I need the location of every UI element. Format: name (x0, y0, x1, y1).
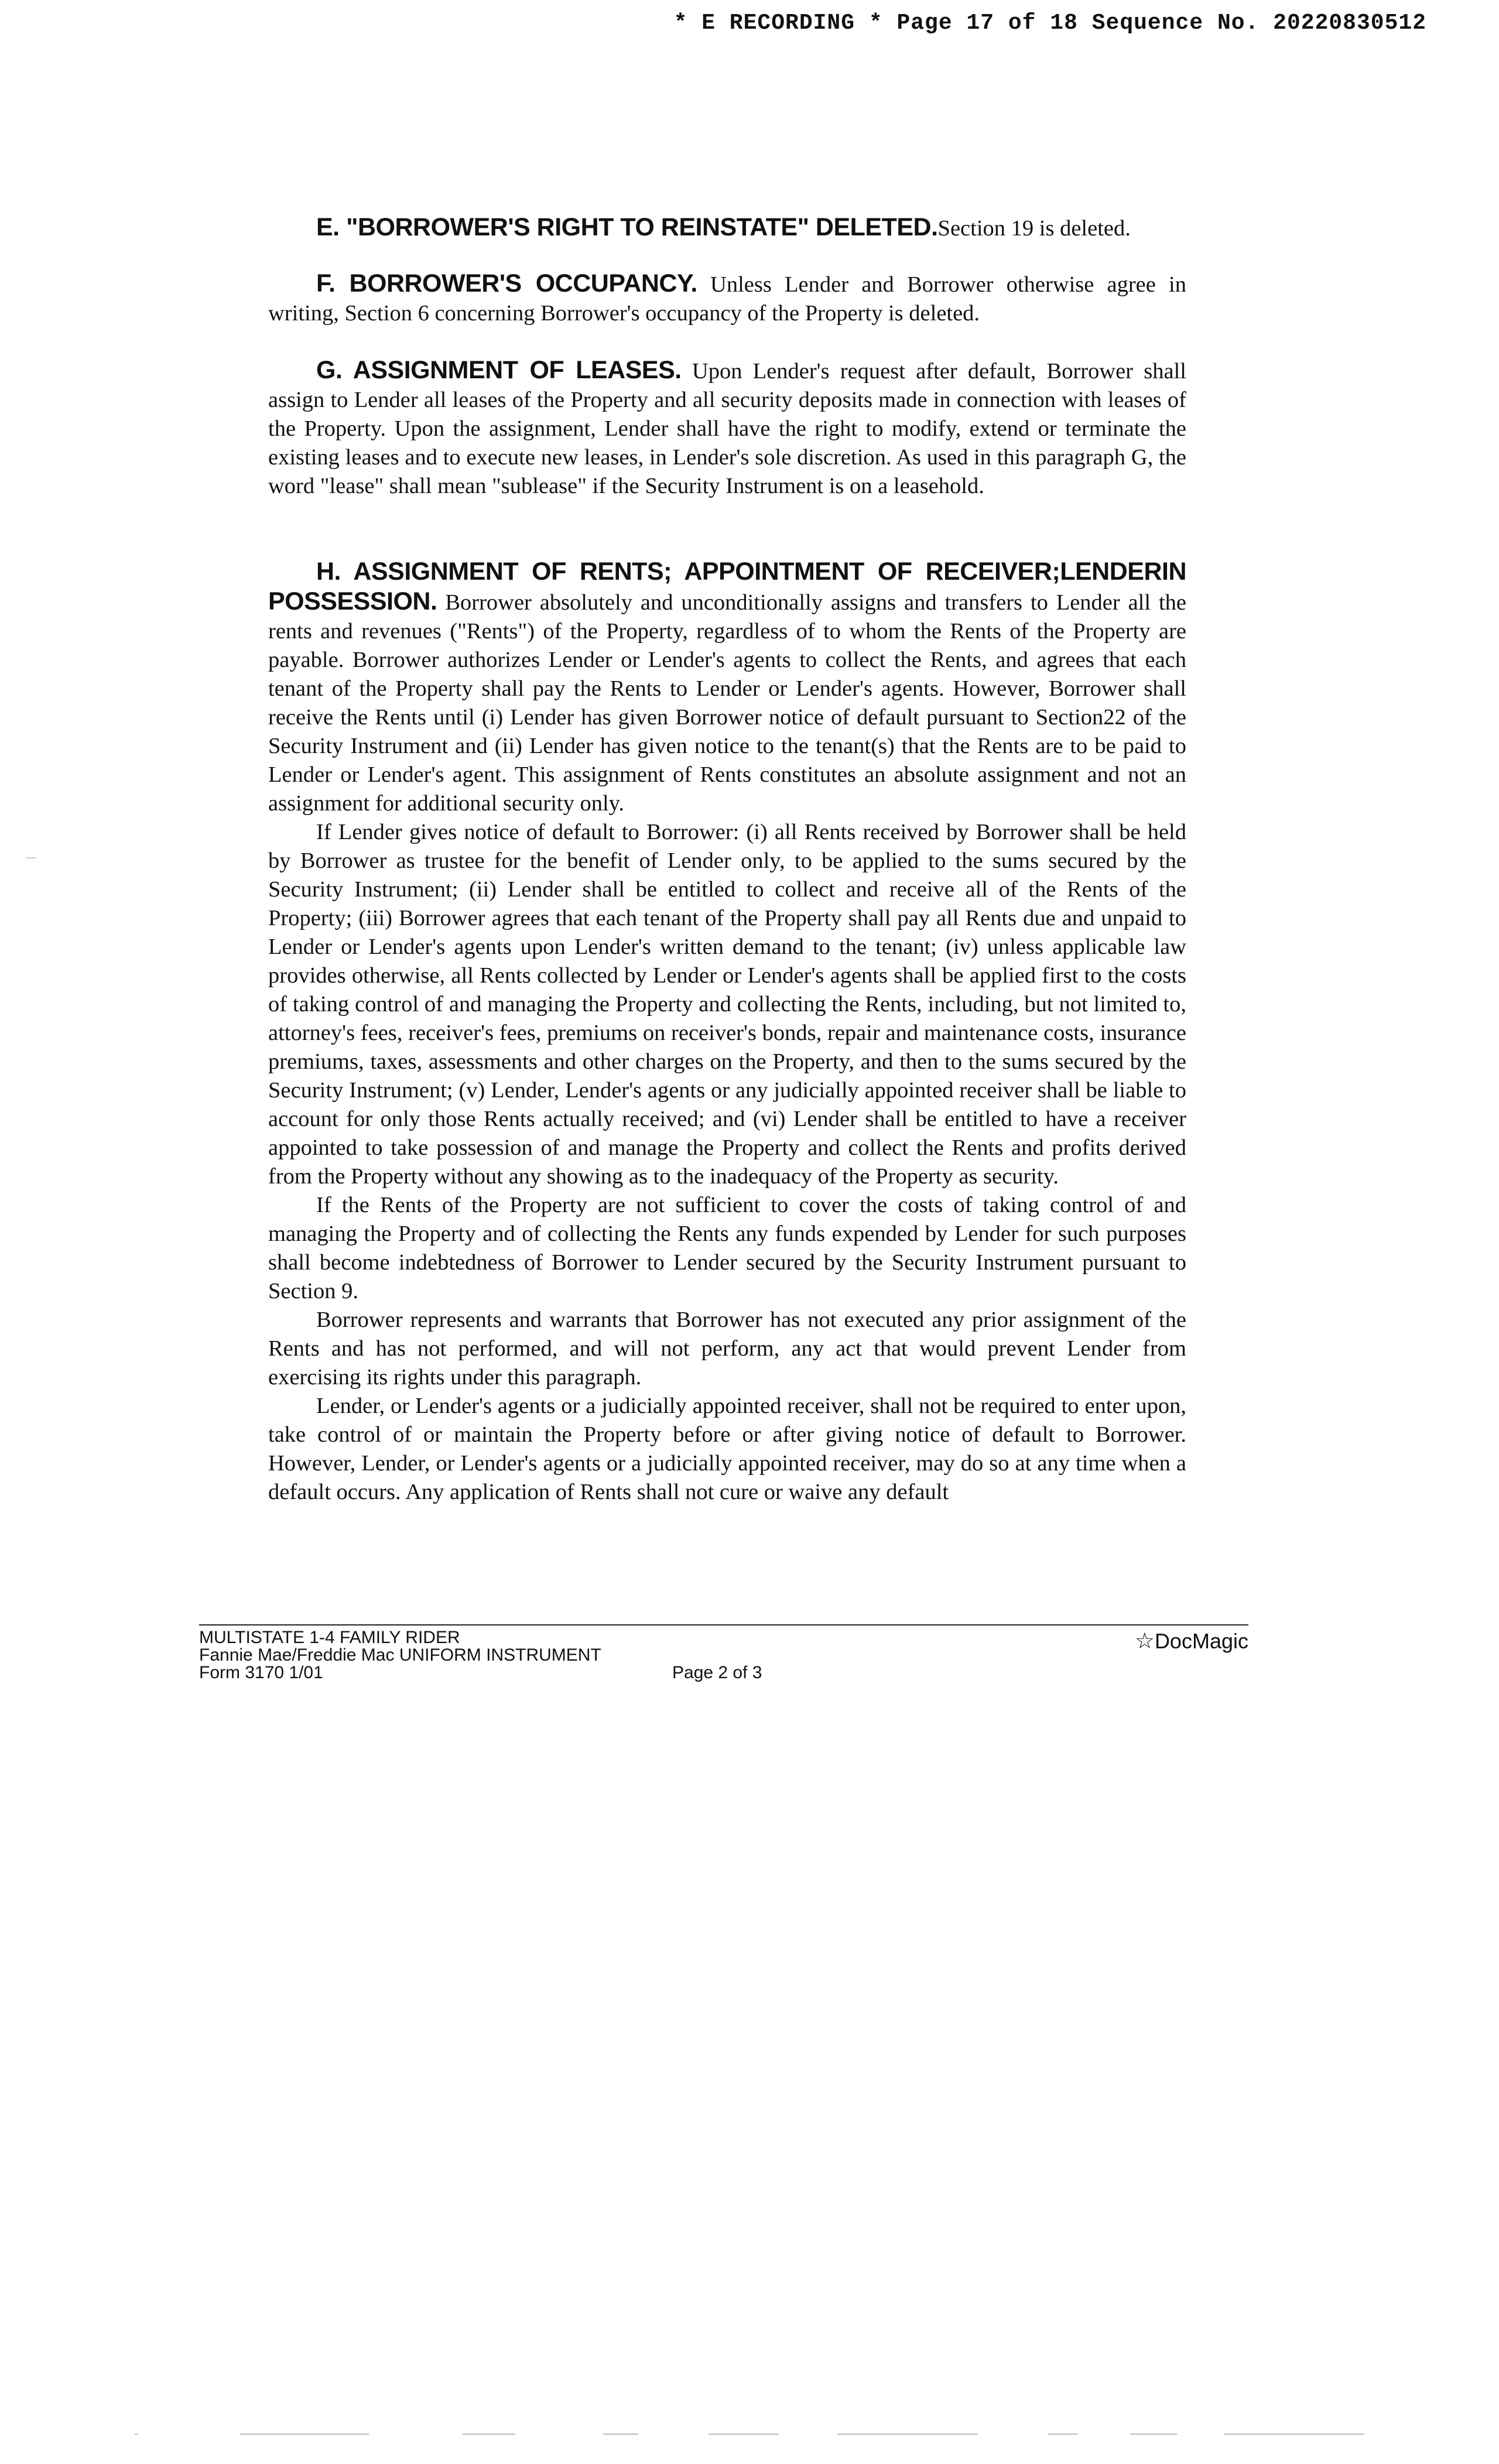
recording-stamp: * E RECORDING * Page 17 of 18 Sequence No. 20220830512 (673, 11, 1426, 36)
scan-artifact (26, 857, 36, 858)
section-h-paragraph-5: Lender, or Lender's agents or a judicially appointed receiver, shall not be required to enter upon, take control of or maintain the Property before or after giving notice of default to Borrower. However, Lender, or Lender's agents or a judicially appointed receiver, may do so at any time when a default occurs. Any application of Rents shall not cure or waive any default (268, 1394, 1186, 1504)
section-h-paragraph-2: If Lender gives notice of default to Borrower: (i) all Rents received by Borrower shall be held by Borrower as trustee for the benefit of Lender only, to be applied to the sums secured by the Security Instrument; (ii) Lender shall be entitled to collect and receive all of the Rents of the Property; (iii) Borrower agrees that each tenant of the Property shall pay all Rents due and unpaid to Lender or Lender's agents upon Lender's written demand to the tenant; (iv) unless applicable law provides otherwise, all Rents collected by Lender or Lender's agents shall be applied first to the costs of taking control of and managing the Property and collecting the Rents, including, but not limited to, attorney's fees, receiver's fees, premiums on receiver's bonds, repair and maintenance costs, insurance premiums, taxes, assessments and other charges on the Property, and then to the sums secured by the Security Instrument; (v) Lender, Lender's agents or any judicially appointed receiver shall be liable to account for only those Rents actually received; and (vi) Lender shall be entitled to have a receiver appointed to take possession of and manage the Property and collect the Rents and profits derived from the Property without any showing as to the inadequacy of the Property as security. (268, 820, 1186, 1189)
section-h-paragraph-3: If the Rents of the Property are not sufficient to cover the costs of taking control of and managing the Property and of collecting the Rents any funds expended by Lender for such purposes shall become indebtedness of Borrower to Lender secured by the Security Instrument pursuant to Section 9. (268, 1193, 1186, 1303)
footer-line-2: Fannie Mae/Freddie Mac UNIFORM INSTRUMENT (199, 1645, 601, 1665)
footer-line-3: Form 3170 1/01 (199, 1663, 323, 1682)
section-f (268, 269, 1186, 328)
section-e (268, 213, 1186, 243)
section-h-paragraph-1: Borrower absolutely and unconditionally assigns and transfers to Lender all the rents and revenues ("Rents") of the Property, regardless of to whom the Rents of the Property are payable. Borrower authorizes Lender or Lender's agents to collect the Rents, and agrees that each tenant of the Property shall pay the Rents to Lender or Lender's agents. However, Borrower shall receive the Rents until (i) Lender has given Borrower notice of default pursuant to Section22 of the Security Instrument and (ii) Lender has given notice to the tenant(s) that the Rents are to be paid to Lender or Lender's agent. This assignment of Rents constitutes an absolute assignment and not an assignment for additional security only. (268, 590, 1186, 816)
section-e-text: Section 19 is deleted. (937, 216, 1131, 241)
docmagic-logo (1134, 1629, 1248, 1654)
section-h-heading: H. ASSIGNMENT OF RENTS; APPOINTMENT OF RECEIVER;LENDERIN POSSESSION. (268, 557, 1186, 615)
scan-artifact-bottom (135, 2429, 1364, 2441)
page-number: Page 2 of 3 (672, 1663, 762, 1682)
section-g (268, 356, 1186, 501)
section-f-heading: F. BORROWER'S OCCUPANCY. (316, 269, 697, 297)
footer-divider (199, 1624, 1248, 1625)
footer-line-1: MULTISTATE 1-4 FAMILY RIDER (199, 1628, 460, 1647)
star-outline-icon: ☆ (1134, 1629, 1155, 1654)
section-g-text: Upon Lender's request after default, Borrower shall assign to Lender all leases of the Property and all security deposits made in connection with leases of the Property. Upon the assignment, Lender shall have the right to modify, extend or terminate the existing leases and to execute new leases, in Lender's sole discretion. As used in this paragraph G, the word "lease" shall mean "sublease" if the Security Instrument is on a leasehold. (268, 359, 1186, 498)
logo-text: DocMagic (1154, 1629, 1248, 1653)
section-e-heading: E. "BORROWER'S RIGHT TO REINSTATE" DELETED. (316, 213, 938, 241)
section-g-heading: G. ASSIGNMENT OF LEASES. (316, 356, 682, 384)
section-f-text: Unless Lender and Borrower otherwise agree in writing, Section 6 concerning Borrower's occupancy of the Property is deleted. (268, 272, 1186, 326)
section-h (268, 557, 1186, 1507)
section-h-paragraph-4: Borrower represents and warrants that Borrower has not executed any prior assignment of the Rents and has not performed, and will not perform, any act that would prevent Lender from exercising its rights under this paragraph. (268, 1308, 1186, 1390)
page-footer (199, 1629, 1248, 1682)
